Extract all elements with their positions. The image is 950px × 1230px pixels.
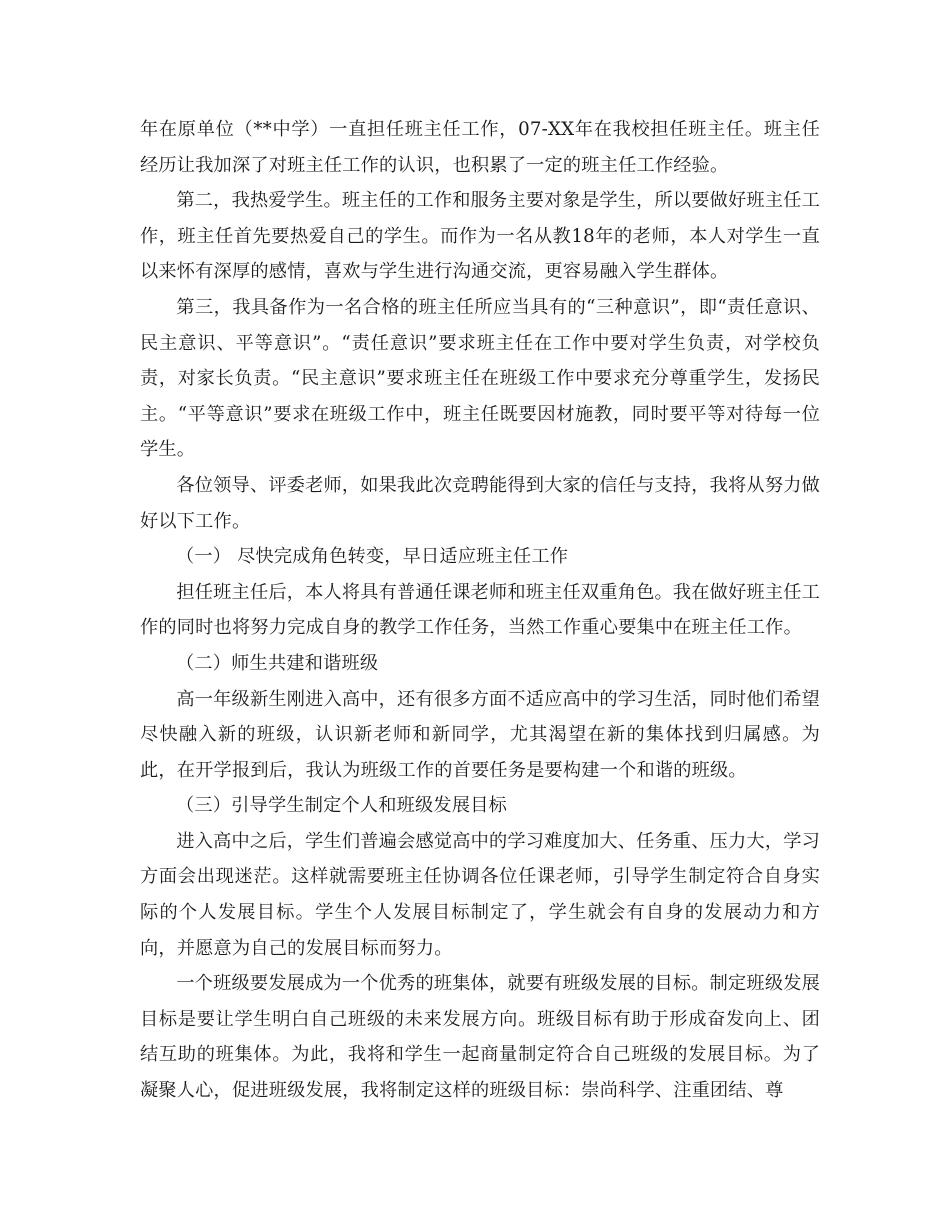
paragraph: 年在原单位（**中学）一直担任班主任工作，07-XX年在我校担任班主任。班主任经历让我加深了对班主任工作的认识，也积累了一定的班主任工作经验。: [140, 119, 820, 176]
section-heading: （一） 尽快完成角色转变，早日适应班主任工作: [176, 546, 569, 568]
paragraph: 担任班主任后，本人将具有普通任课老师和班主任双重角色。我在做好班主任工作的同时也将努力完成自身的教学工作任务，当然工作重心要集中在班主任工作。: [140, 581, 820, 639]
paragraph: 第二，我热爱学生。班主任的工作和服务主要对象是学生，所以要做好班主任工作，班主任首先要热爱自己的学生。而作为一名从教18年的老师，本人对学生一直以来怀有深厚的感情，喜欢与学生进行沟通交流，更容易融入学生群体。: [140, 190, 820, 283]
section-heading: （三）引导学生制定个人和班级发展目标: [176, 795, 507, 817]
paragraph: 高一年级新生刚进入高中，还有很多方面不适应高中的学习生活，同时他们希望尽快融入新的班级，认识新老师和新同学，尤其渴望在新的集体找到归属感。为此，在开学报到后，我认为班级工作的首要任务是要构建一个和谐的班级。: [140, 688, 820, 781]
document-body: [140, 112, 820, 1109]
paragraph: 一个班级要发展成为一个优秀的班集体，就要有班级发展的目标。制定班级发展目标是要让学生明白自己班级的未来发展方向。班级目标有助于形成奋发向上、团结互助的班集体。为此，我将和学生一起商量制定符合自己班级的发展目标。为了凝聚人心，促进班级发展，我将制定这样的班级目标：崇尚科学、注重团结、尊: [140, 973, 820, 1102]
paragraph: 第三，我具备作为一名合格的班主任所应当具有的“三种意识”，即“责任意识、民主意识、平等意识”。“责任意识”要求班主任在工作中要对学生负责，对学校负责，对家长负责。“民主意识”要求班主任在班级工作中要求充分尊重学生，发扬民主。“平等意识”要求在班级工作中，班主任既要因材施教，同时要平等对待每一位学生。: [140, 296, 820, 461]
paragraph: 进入高中之后，学生们普遍会感觉高中的学习难度加大、任务重、压力大，学习方面会出现迷茫。这样就需要班主任协调各位任课老师，引导学生制定符合自身实际的个人发展目标。学生个人发展目标制定了，学生就会有自身的发展动力和方向，并愿意为自己的发展目标而努力。: [140, 830, 820, 959]
section-heading: （二）师生共建和谐班级: [176, 652, 379, 674]
paragraph: 各位领导、评委老师，如果我此次竞聘能得到大家的信任与支持，我将从努力做好以下工作。: [140, 474, 820, 532]
